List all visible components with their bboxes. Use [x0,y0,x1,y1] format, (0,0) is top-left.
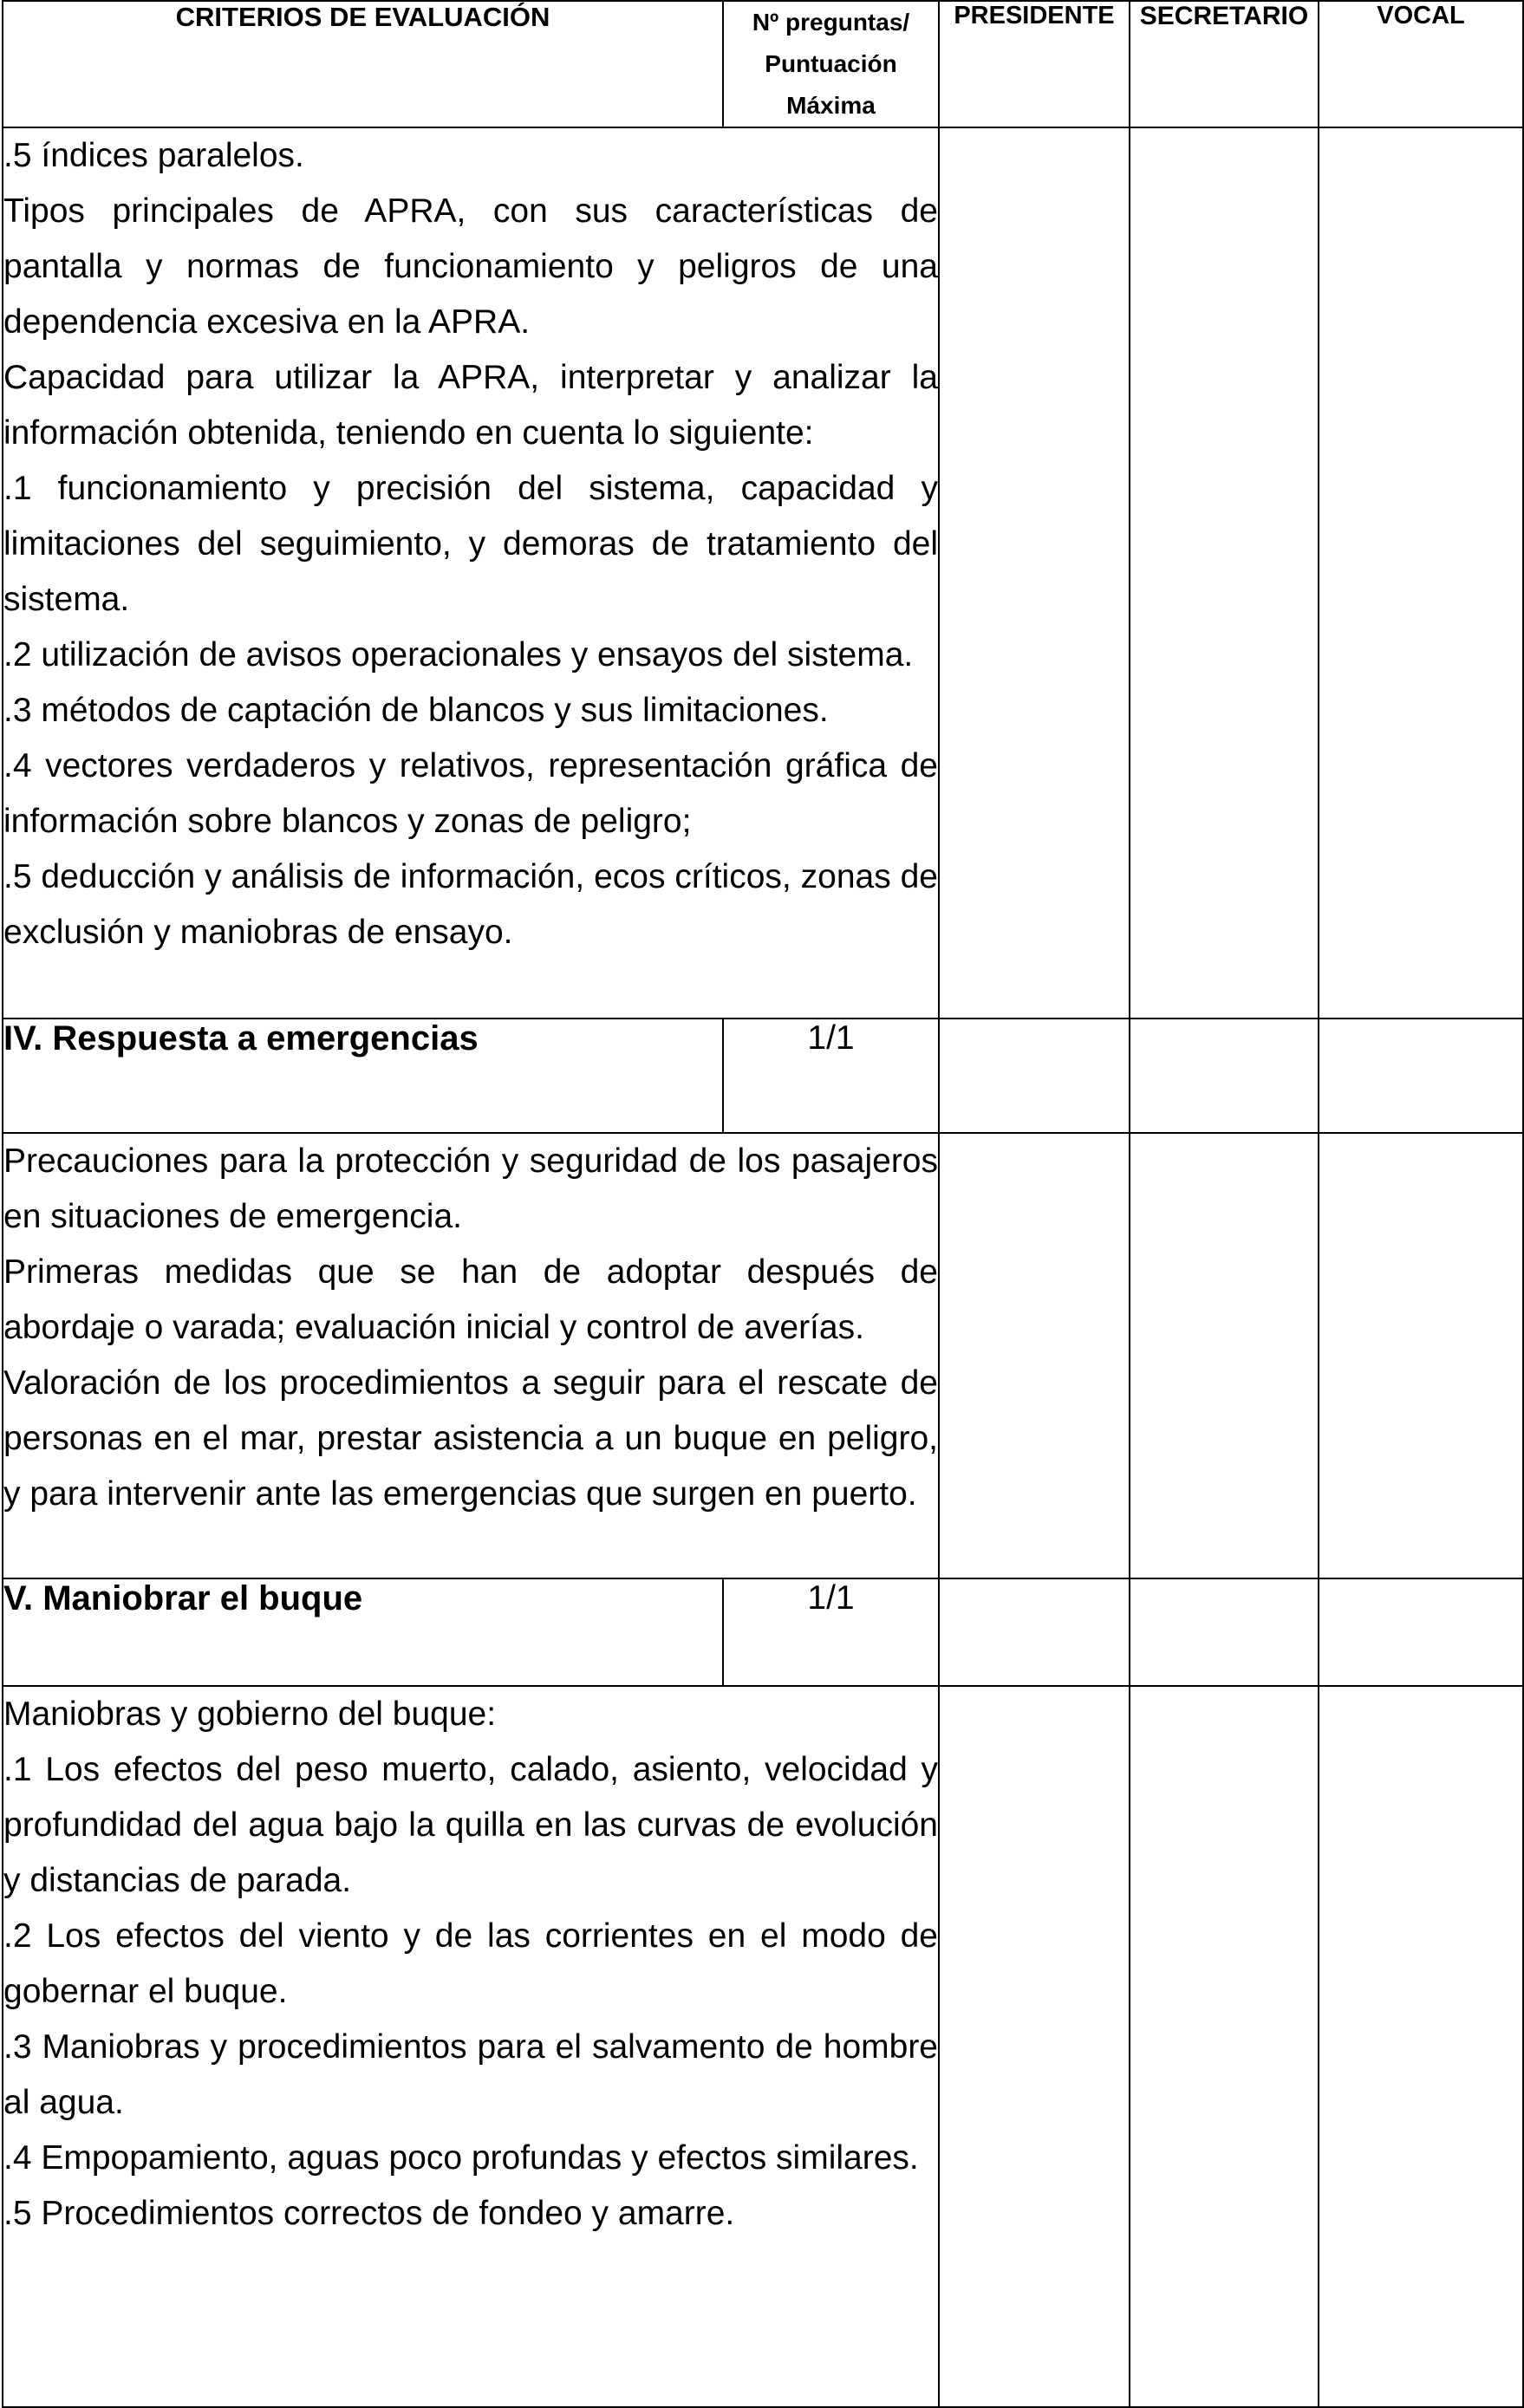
criteria-line: .2 utilización de avisos operacionales y ensayos del sistema. [3,636,914,674]
vocal-cell[interactable] [1319,1133,1523,1578]
header-score [723,1,939,127]
secretary-cell[interactable] [1130,1133,1319,1578]
vocal-cell[interactable] [1319,1686,1523,2407]
secretary-cell[interactable] [1130,1686,1319,2407]
criteria-line: Maniobras y gobierno del buque: [3,1695,497,1733]
criteria-line: .5 Procedimientos correctos de fondeo y amarre. [3,2195,735,2232]
criteria-row-apra [3,127,1523,1019]
criteria-line: .3 Maniobras y procedimientos para el salvamento de hombre al agua. [3,2028,938,2121]
vocal-cell[interactable] [1319,1019,1523,1133]
header-secretary: SECRETARIO [1130,1,1319,127]
vocal-cell[interactable] [1319,1578,1523,1686]
criteria-line: .5 deducción y análisis de información, ecos críticos, zonas de exclusión y maniobras de ensayo. [3,858,938,951]
section-row-emergencias [3,1019,1523,1133]
criteria-line: .2 Los efectos del viento y de las corrientes en el modo de gobernar el buque. [3,1917,938,2010]
criteria-line: .4 Empopamiento, aguas poco profundas y efectos similares. [3,2139,919,2177]
criteria-line: Primeras medidas que se han de adoptar después de abordaje o varada; evaluación inicial y control de averías. [3,1253,938,1346]
criteria-line: .3 métodos de captación de blancos y sus limitaciones. [3,692,829,729]
criteria-line: .5 índices paralelos. [3,137,304,174]
section-title-emergencias: IV. Respuesta a emergencias [3,1019,723,1133]
president-cell[interactable] [939,127,1130,1019]
criteria-line: .1 Los efectos del peso muerto, calado, asiento, velocidad y profundidad del agua bajo la quilla en las curvas de evolución y distancias de parada. [3,1751,938,1899]
header-score-line2: Puntuación [765,50,897,77]
header-criteria: CRITERIOS DE EVALUACIÓN [3,1,723,127]
table-header-row [3,1,1523,127]
criteria-line: Precauciones para la protección y seguridad de los pasajeros en situaciones de emergencia. [3,1142,938,1235]
secretary-cell[interactable] [1130,1019,1319,1133]
criteria-line: Tipos principales de APRA, con sus características de pantalla y normas de funcionamiento y peligros de una dependencia excesiva en la APRA. [3,192,938,341]
section-row-maniobrar [3,1578,1523,1686]
section-score-emergencias: 1/1 [723,1019,939,1133]
secretary-cell[interactable] [1130,127,1319,1019]
criteria-row-maniobrar [3,1686,1523,2407]
criteria-row-emergencias [3,1133,1523,1578]
president-cell[interactable] [939,1686,1130,2407]
president-cell[interactable] [939,1133,1130,1578]
header-score-line1: Nº preguntas/ [752,9,910,36]
section-title-maniobrar: V. Maniobrar el buque [3,1578,723,1686]
president-cell[interactable] [939,1578,1130,1686]
criteria-line: .1 funcionamiento y precisión del sistema, capacidad y limitaciones del seguimiento, y demoras de tratamiento del sistema. [3,470,938,618]
criteria-text-emergencias [3,1133,939,1578]
header-score-line3: Máxima [786,92,876,119]
criteria-text-maniobrar [3,1686,939,2407]
criteria-line: .4 vectores verdaderos y relativos, representación gráfica de información sobre blancos y zonas de peligro; [3,747,938,840]
header-president: PRESIDENTE [939,1,1130,127]
criteria-line: Valoración de los procedimientos a seguir para el rescate de personas en el mar, prestar asistencia a un buque en peligro, y para intervenir ante las emergencias que surgen en puerto. [3,1364,938,1513]
criteria-line: Capacidad para utilizar la APRA, interpretar y analizar la información obtenida, teniendo en cuenta lo siguiente: [3,359,938,452]
vocal-cell[interactable] [1319,127,1523,1019]
secretary-cell[interactable] [1130,1578,1319,1686]
evaluation-criteria-table [2,0,1524,2408]
president-cell[interactable] [939,1019,1130,1133]
header-vocal: VOCAL [1319,1,1523,127]
criteria-text-apra [3,127,939,1019]
section-score-maniobrar: 1/1 [723,1578,939,1686]
